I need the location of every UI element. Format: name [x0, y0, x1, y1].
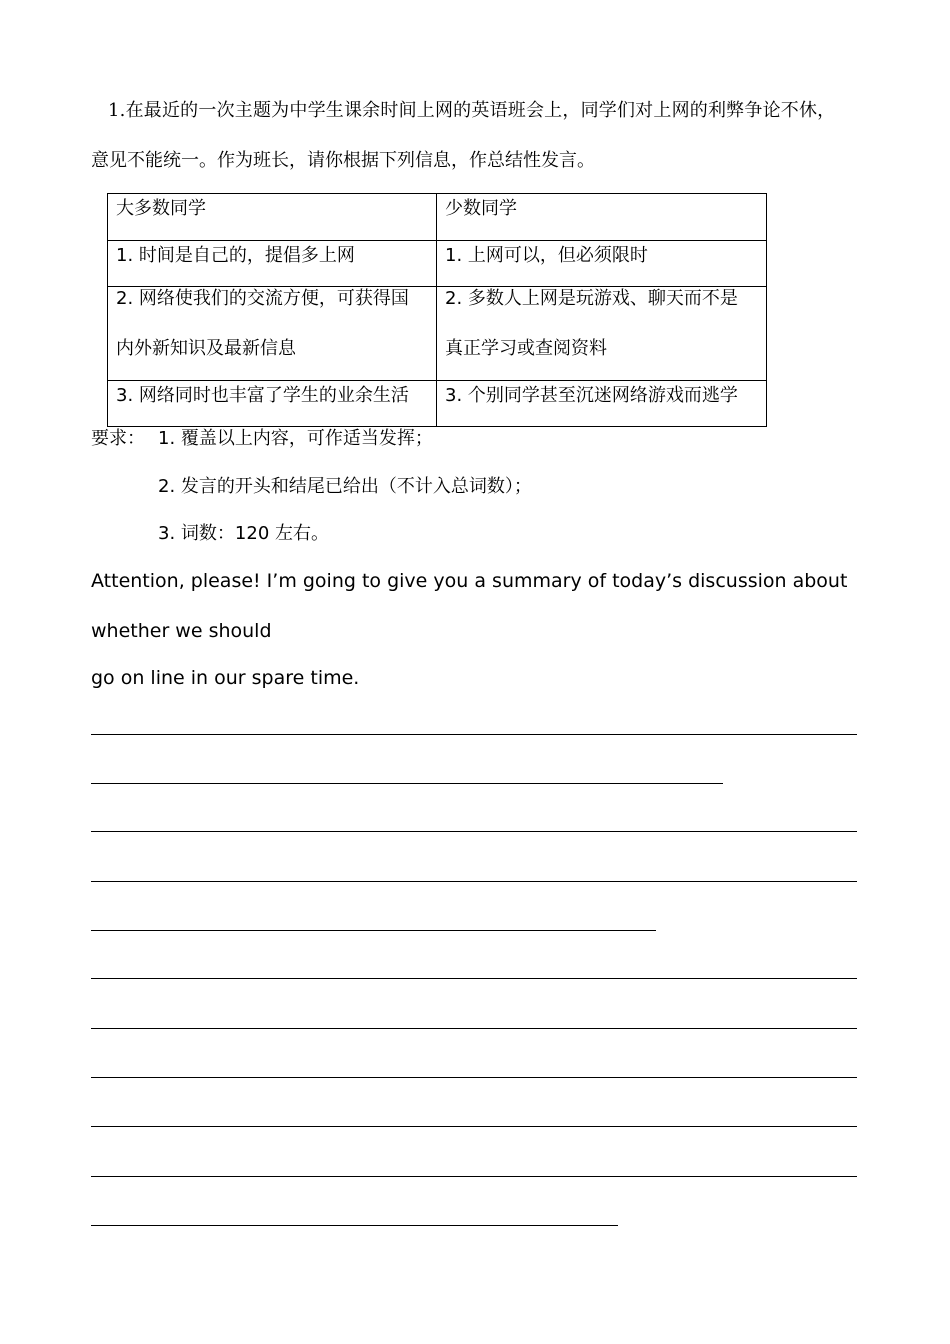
opening-line-1: Attention, please! I’m going to give you a summary of today’s discussion about [91, 570, 848, 592]
opinion-table [107, 193, 767, 427]
table-row [108, 287, 767, 381]
majority-point-2: 2. 网络使我们的交流方便，可获得国 内外新知识及最新信息 [108, 287, 437, 381]
requirement-item-1: 1. 覆盖以上内容，可作适当发挥； [158, 428, 433, 449]
writing-line[interactable] [91, 1225, 618, 1226]
requirements-label: 要求： [91, 428, 145, 449]
writing-line[interactable] [91, 930, 656, 931]
table-header-row [108, 194, 767, 241]
writing-line[interactable] [91, 734, 857, 735]
header-majority: 大多数同学 [108, 194, 437, 241]
writing-line[interactable] [91, 831, 857, 832]
table-row [108, 381, 767, 427]
writing-line[interactable] [91, 1176, 857, 1177]
table-row [108, 241, 767, 287]
minority-point-1: 1. 上网可以，但必须限时 [437, 241, 767, 287]
writing-line[interactable] [91, 1077, 857, 1078]
opening-line-2: whether we should [91, 620, 272, 642]
writing-line[interactable] [91, 1028, 857, 1029]
writing-line[interactable] [91, 881, 857, 882]
writing-line[interactable] [91, 783, 723, 784]
header-minority: 少数同学 [437, 194, 767, 241]
majority-point-3: 3. 网络同时也丰富了学生的业余生活 [108, 381, 437, 427]
requirement-item-2: 2. 发言的开头和结尾已给出（不计入总词数）； [158, 476, 532, 497]
question-line-2: 意见不能统一。作为班长，请你根据下列信息，作总结性发言。 [91, 150, 595, 171]
writing-line[interactable] [91, 978, 857, 979]
writing-line[interactable] [91, 1126, 857, 1127]
opening-line-3: go on line in our spare time. [91, 667, 360, 689]
minority-point-2: 2. 多数人上网是玩游戏、聊天而不是 真正学习或查阅资料 [437, 287, 767, 381]
requirement-item-3: 3. 词数：120 左右。 [158, 523, 330, 544]
majority-point-1: 1. 时间是自己的，提倡多上网 [108, 241, 437, 287]
minority-point-3: 3. 个别同学甚至沉迷网络游戏而逃学 [437, 381, 767, 427]
question-line-1: 1.在最近的一次主题为中学生课余时间上网的英语班会上，同学们对上网的利弊争论不休， [108, 100, 836, 121]
